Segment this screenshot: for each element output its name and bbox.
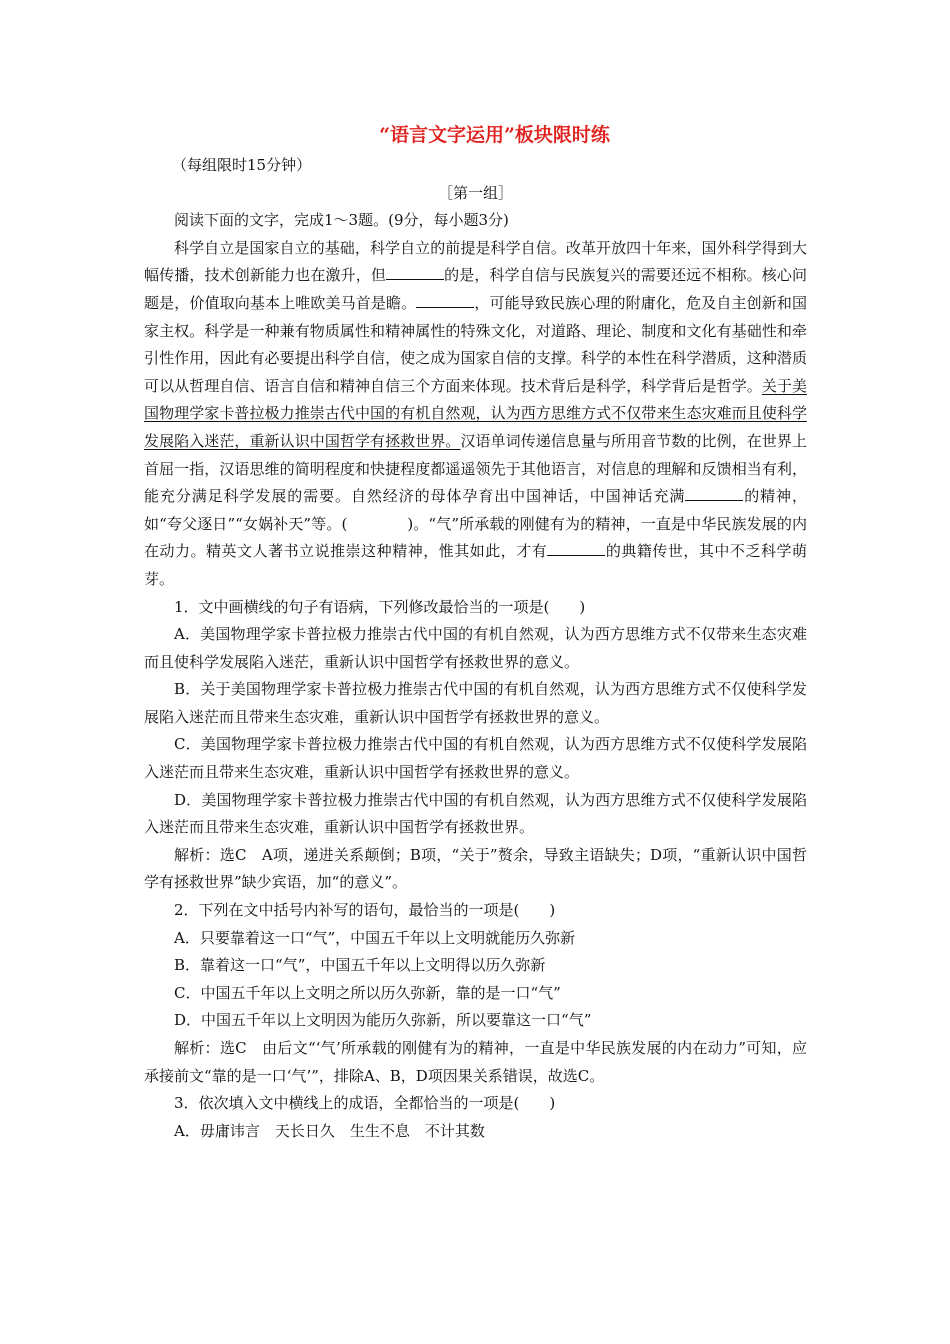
passage-part-7: 的典籍传世，其中不乏科学萌芽。 [144,542,807,588]
passage-part-3: ，可能导致民族心理的附庸化，危及自主创新和国家主权。科学是一种兼有物质属性和精神属性的特殊文化，对道路、理论、制度和文化有基础性和牵引性作用，因此有必要提出科学自信，使之成为国家自信的支撑。科学的本性在科学潜质，这种潜质可以从哲理自信、语言自信和精神自信三个方面来体现。技术背后是科学，科学背后是哲学。 [144,293,807,395]
question-1-analysis: 解析：选C A项，递进关系颠倒；B项，“关于”赘余，导致主语缺失；D项，“重新认识中国哲学有拯救世界”缺少宾语，加“的意义”。 [144,845,807,892]
group-label: ［第一组］ [437,183,513,202]
fill-blank-3 [685,486,743,501]
question-2-option-b: B．靠着这一口“气”，中国五千年以上文明得以历久弥新 [174,956,546,975]
question-2-analysis: 解析：选C 由后文“‘气’所承载的刚健有为的精神，一直是中华民族发展的内在动力”可知，应承接前文“靠的是一口‘气’”，排除A、B，D项因果关系错误，故选C。 [144,1039,807,1085]
page-title: “语言文字运用”板块限时练 [379,124,610,146]
passage-part-2: 的是，科学自信与民族复兴的需要还远不相称。核心问题是，价值取向基本上唯欧美马首是瞻。 [144,266,807,312]
document-page [144,118,807,1145]
time-limit: （每组限时15分钟） [172,156,312,174]
question-1-option-a: A．美国物理学家卡普拉极力推崇古代中国的有机自然观，认为西方思维方式不仅带来生态灾难而且使科学发展陷入迷茫，重新认识中国哲学有拯救世界的意义。 [144,625,807,671]
question-2-stem: 2．下列在文中括号内补写的语句，最恰当的一项是( ) [174,901,556,920]
question-1-option-c: C．美国物理学家卡普拉极力推崇古代中国的有机自然观，认为西方思维方式不仅使科学发展陷入迷茫而且带来生态灾难，重新认识中国哲学有拯救世界的意义。 [144,735,807,782]
question-1-option-b: B．关于美国物理学家卡普拉极力推崇古代中国的有机自然观，认为西方思维方式不仅使科学发展陷入迷茫而且带来生态灾难，重新认识中国哲学有拯救世界的意义。 [144,680,807,726]
question-3-stem: 3．依次填入文中横线上的成语，全都恰当的一项是( ) [174,1094,556,1113]
passage-part-4: 汉语单词传递信息量与所用音节数的比例，在世界上首屈一指，汉语思维的简明程度和快捷程度都遥遥领先于其他语言，对信息的理解和反馈相当有利，能充分满足科学发展的需要。自然经济的母体孕育出中国神话，中国神话充满 [144,431,807,506]
underlined-sentence: 关于美国物理学家卡普拉极力推崇古代中国的有机自然观，认为西方思维方式不仅带来生态灾难而且使科学发展陷入迷茫，重新认识中国哲学有拯救世界。 [144,376,807,450]
question-1-stem: 1．文中画横线的句子有语病，下列修改最恰当的一项是( ) [174,597,586,616]
passage-part-6: )。“气”所承载的刚健有为的精神，一直是中华民族发展的内在动力。精英文人著书立说推崇这种精神，惟其如此，才有 [144,514,807,561]
passage [144,235,807,594]
fill-blank-2 [416,293,474,308]
instruction: 阅读下面的文字，完成1～3题。(9分，每小题3分) [174,211,509,230]
question-2-option-c: C．中国五千年以上文明之所以历久弥新，靠的是一口“气” [174,983,561,1002]
fill-blank-4 [547,541,605,556]
question-2-option-d: D．中国五千年以上文明因为能历久弥新，所以要靠这一口“气” [174,1011,592,1030]
question-3-option-a: A．毋庸讳言 天长日久 生生不息 不计其数 [174,1121,485,1140]
passage-part-5: 的精神，如“夸父逐日”“女娲补天”等。( [144,487,807,533]
passage-part-1: 科学自立是国家自立的基础，科学自立的前提是科学自信。改革开放四十年来，国外科学得到大幅传播，技术创新能力也在激升，但 [144,238,807,285]
question-1-option-d: D．美国物理学家卡普拉极力推崇古代中国的有机自然观，认为西方思维方式不仅使科学发展陷入迷茫而且带来生态灾难，重新认识中国哲学有拯救世界。 [144,790,807,837]
fill-blank-1 [386,265,444,280]
question-2-option-a: A．只要靠着这一口“气”，中国五千年以上文明就能历久弥新 [174,928,576,947]
